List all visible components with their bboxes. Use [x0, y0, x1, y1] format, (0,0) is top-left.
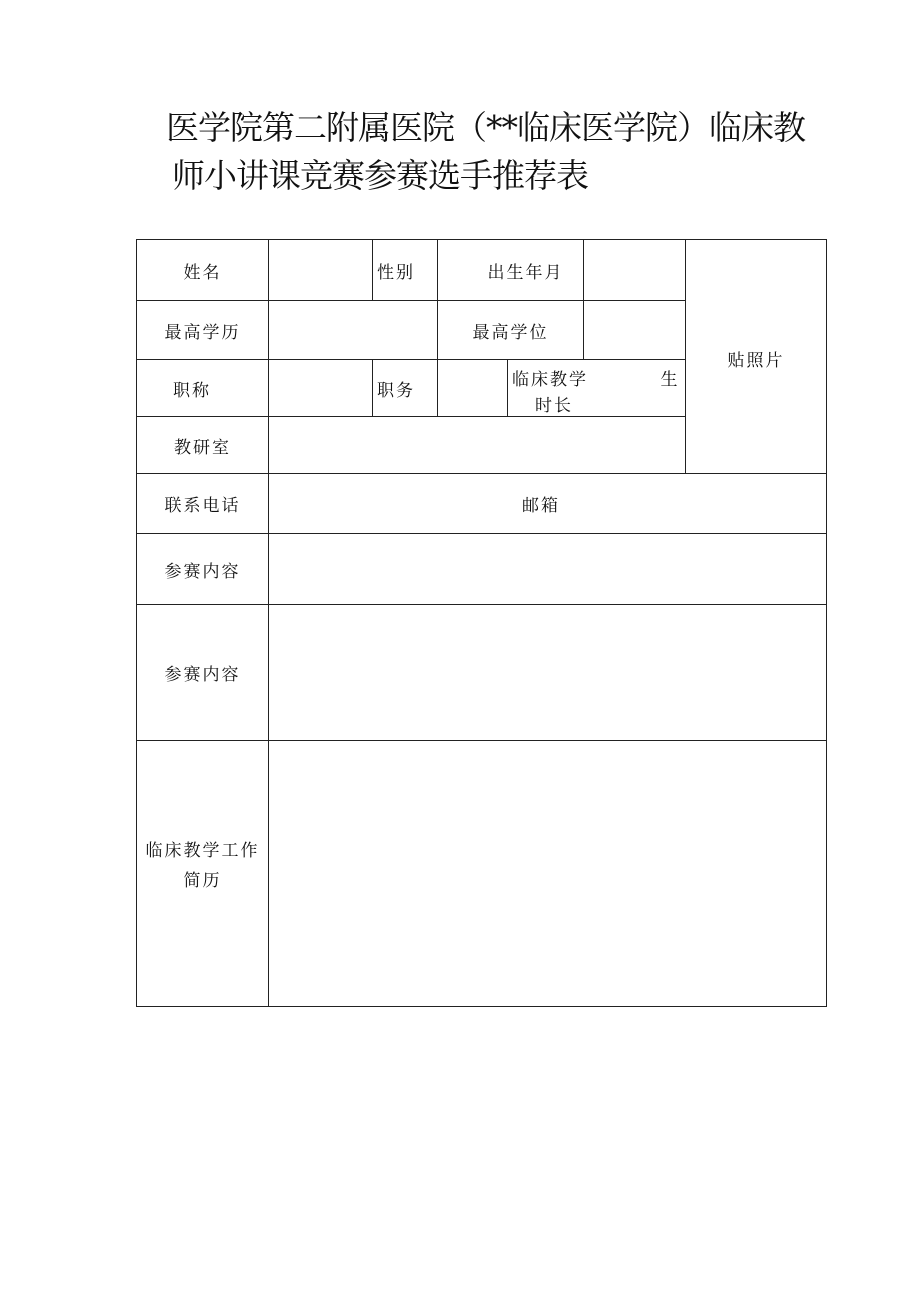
title-line-1: 医学院第二附属医院（**临床医学院）临床教	[166, 108, 805, 147]
degree-field[interactable]	[584, 301, 685, 359]
gender-label: 性别	[377, 262, 415, 283]
content-label-2: 参赛内容	[164, 665, 241, 685]
phone-label: 联系电话	[164, 496, 241, 516]
teaching-label-part-c: 时长	[535, 395, 573, 416]
content-label-1: 参赛内容	[164, 561, 241, 582]
col-divider-507	[507, 359, 508, 416]
post-label: 职务	[377, 380, 415, 401]
name-field[interactable]	[269, 240, 372, 300]
resume-field[interactable]	[269, 741, 826, 1006]
birth-field[interactable]	[584, 240, 685, 300]
table-border-bottom	[136, 1006, 827, 1007]
content-field-1[interactable]	[269, 534, 826, 604]
name-label: 姓名	[183, 262, 222, 283]
department-label: 教研室	[174, 437, 231, 458]
education-label: 最高学历	[164, 322, 241, 343]
title-line-2: 师小讲课竞赛参赛选手推荐表	[172, 156, 588, 195]
resume-label	[137, 741, 268, 1006]
document-title	[166, 104, 846, 200]
title-label: 职称	[173, 380, 211, 401]
birth-label: 出生年月	[487, 262, 564, 283]
content-field-2[interactable]	[269, 605, 826, 740]
post-field[interactable]	[438, 360, 507, 416]
degree-label: 最高学位	[472, 322, 549, 343]
teaching-label-part-a: 临床教学	[512, 369, 588, 390]
teaching-label-part-b: 生	[660, 369, 680, 390]
email-label: 邮箱	[522, 496, 560, 516]
resume-label-line-1: 临床教学工作	[145, 840, 260, 861]
table-border-right	[826, 239, 827, 1007]
education-field[interactable]	[269, 301, 437, 359]
photo-label: 贴照片	[727, 351, 785, 371]
department-field[interactable]	[269, 417, 685, 473]
resume-label-line-2: 简历	[183, 870, 222, 891]
title-field[interactable]	[269, 360, 372, 416]
